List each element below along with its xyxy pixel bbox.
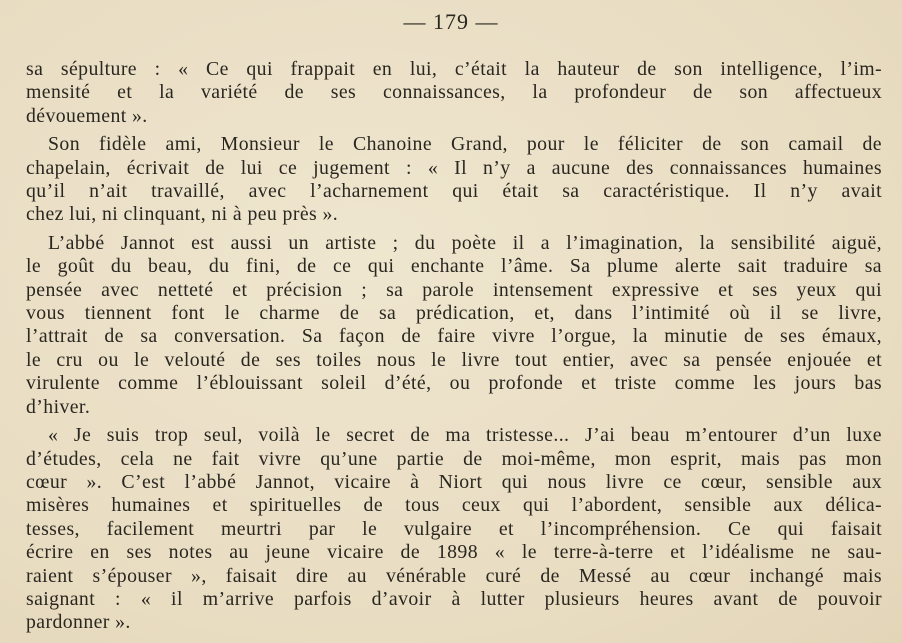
text-line: vous tiennent font le charme de sa prédication, et, dans l’intimité où il se livre,	[26, 302, 882, 325]
text-line: le cru ou le velouté de ses toiles nous le livre tout entier, avec sa pensée enjouée et	[26, 348, 882, 371]
text-line: sa sépulture : « Ce qui frappait en lui, c’était la hauteur de son intelligence, l’im-	[26, 58, 882, 80]
text-line: pensée avec netteté et précision ; sa parole intensement expressive et ses yeux qui	[26, 278, 882, 301]
text-line: Son fidèle ami, Monsieur le Chanoine Grand, pour le féliciter de son camail de	[48, 133, 882, 156]
text-line: raient s’épouser », faisait dire au vénérable curé de Messé au cœur inchangé mais	[26, 564, 882, 587]
text-line: pardonner ».	[26, 611, 131, 634]
text-line: mensité et la variété de ses connaissances, la profondeur de son affectueux	[26, 81, 882, 104]
paragraph	[26, 424, 882, 635]
text-line: qu’il n’ait travaillé, avec l’acharnement qui était sa caractéristique. Il n’y avait	[26, 180, 882, 203]
text-line: cœur ». C’est l’abbé Jannot, vicaire à Niort qui nous livre ce cœur, sensible aux	[26, 470, 882, 493]
text-line: saignant : « il m’arrive parfois d’avoir à lutter plusieurs heures avant de pouvoir	[26, 587, 882, 610]
text-line: virulente comme l’éblouissant soleil d’été, ou profonde et triste comme les jours bas	[26, 372, 882, 395]
text-line: écrire en ses notes au jeune vicaire de 1898 « le terre-à-terre et l’idéalisme ne sau-	[26, 541, 882, 564]
text-line: d’hiver.	[26, 395, 91, 418]
paragraph	[26, 232, 882, 419]
paragraph	[26, 133, 882, 227]
text-line: l’attrait de sa conversation. Sa façon de faire vivre l’orgue, la minutie de ses émaux,	[26, 325, 882, 348]
text-line: « Je suis trop seul, voilà le secret de ma tristesse... J’ai beau m’entourer d’un luxe	[48, 424, 882, 447]
text-line: tesses, facilement meurtri par le vulgaire et l’incompréhension. Ce qui faisait	[26, 517, 882, 540]
text-line: misères humaines et spirituelles de tous ceux qui l’abordent, sensible aux délica-	[26, 494, 882, 517]
text-line: d’études, cela ne fait vivre qu’une partie de moi-même, mon esprit, mais pas mon	[26, 447, 882, 470]
body-text	[26, 58, 882, 635]
paragraph	[26, 58, 882, 128]
text-line: chez lui, ni clinquant, ni à peu près ».	[26, 203, 339, 226]
text-line: L’abbé Jannot est aussi un artiste ; du poète il a l’imagination, la sensibilité aiguë,	[48, 231, 882, 254]
text-line: le goût du beau, du fini, de ce qui enchante l’âme. Sa plume alerte sait traduire sa	[26, 255, 882, 278]
text-line: dévouement ».	[26, 104, 148, 127]
text-line: chapelain, écrivait de lui ce jugement : « Il n’y a aucune des connaissances humaines	[26, 156, 882, 179]
page-number: — 179 —	[403, 9, 499, 34]
